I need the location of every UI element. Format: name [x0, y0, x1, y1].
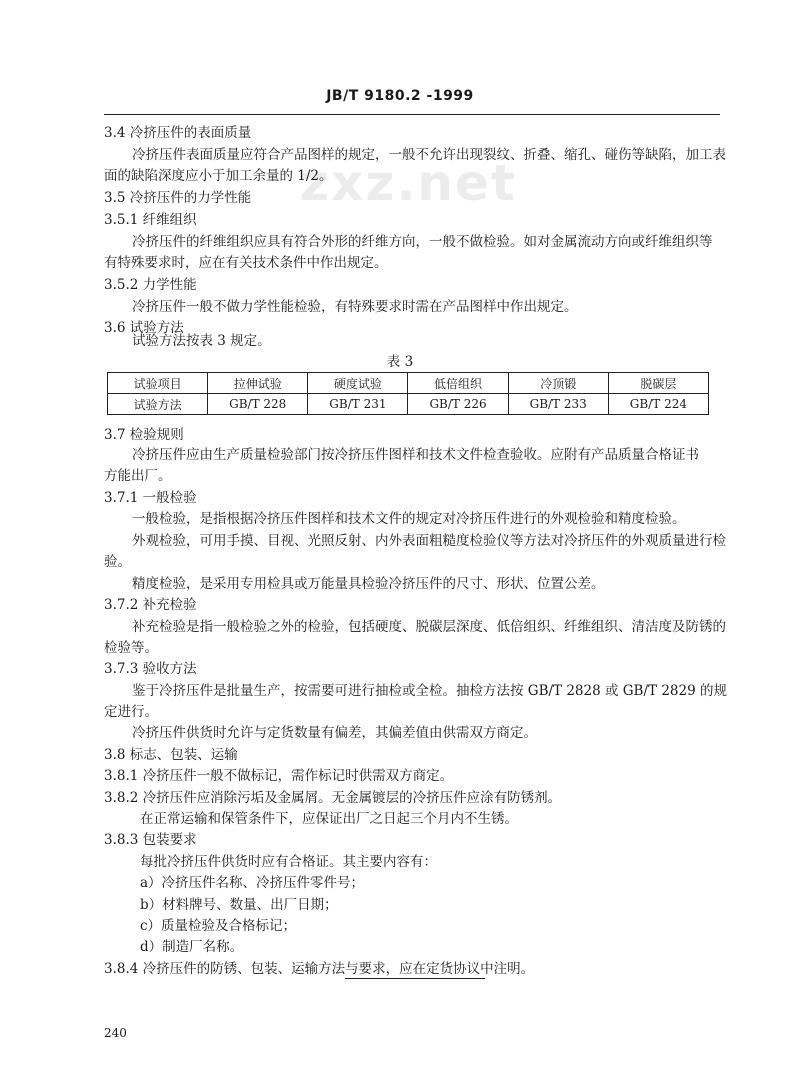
section-3-5-1-paragraph-line-2: 有特殊要求时，应在有关技术条件中作出规定。	[104, 255, 388, 271]
section-3-8-3-item-c: c）质量检验及合格标记；	[140, 918, 297, 934]
section-3-7-3-paragraph-2: 冷挤压件供货时允许与定货数量有偏差，其偏差值由供需双方商定。	[132, 725, 537, 741]
section-3-7-1-paragraph-2-line-1: 外观检验，可用手摸、目视、光照反射、内外表面粗糙度检验仪等方法对冷挤压件的外观质量进行检	[132, 533, 726, 549]
section-3-4-title: 3.4 冷挤压件的表面质量	[104, 125, 252, 141]
section-3-7-title: 3.7 检验规则	[104, 427, 184, 443]
section-3-7-3-paragraph-1-line-2: 定进行。	[104, 704, 158, 720]
page-number: 240	[104, 1026, 127, 1040]
section-3-7-3-paragraph-1-line-1: 鉴于冷挤压件是批量生产，按需要可进行抽检或全检。抽检方法按 GB/T 2828 或 GB/T 2829 的规	[132, 683, 727, 699]
table-row-header: 试验方法	[108, 394, 208, 415]
table-cell-method: GB/T 228	[208, 394, 308, 415]
section-3-6-paragraph: 试验方法按表 3 规定。	[132, 333, 271, 349]
table-cell-method: GB/T 226	[408, 394, 508, 415]
section-3-7-1-paragraph-2-line-2: 验。	[104, 554, 131, 570]
table-row-items	[108, 373, 709, 394]
section-3-8-3-title: 3.8.3 包装要求	[104, 832, 197, 848]
section-3-5-1-title: 3.5.1 纤维组织	[104, 212, 197, 228]
table-cell-method: GB/T 233	[508, 394, 608, 415]
table-cell-item: 冷顶锻	[508, 373, 608, 394]
end-rule	[345, 978, 485, 979]
section-3-7-3-title: 3.7.3 验收方法	[104, 661, 197, 677]
section-3-8-2-paragraph-2: 在正常运输和保管条件下，应保证出厂之日起三个月内不生锈。	[140, 811, 518, 827]
table-3-caption: 表 3	[386, 354, 414, 370]
section-3-7-1-paragraph-3: 精度检验，是采用专用检具或万能量具检验冷挤压件的尺寸、形状、位置公差。	[132, 576, 605, 592]
section-3-7-paragraph-line-2: 方能出厂。	[104, 468, 172, 484]
section-3-6-title: 3.6 试验方法	[104, 320, 184, 336]
section-3-7-1-paragraph-1: 一般检验，是指根据冷挤压件图样和技术文件的规定对冷挤压件进行的外观检验和精度检验。	[132, 511, 686, 527]
watermark: zxz.net	[300, 154, 517, 212]
section-3-8-title: 3.8 标志、包装、运输	[104, 747, 238, 763]
section-3-8-4: 3.8.4 冷挤压件的防锈、包装、运输方法与要求，应在定货协议中注明。	[104, 961, 535, 977]
section-3-4-paragraph-line-2: 面的缺陷深度应小于加工余量的 1/2。	[104, 168, 333, 184]
section-3-5-1-paragraph-line-1: 冷挤压件的纤维组织应具有符合外形的纤维方向，一般不做检验。如对金属流动方向或纤维组织等	[132, 234, 713, 250]
header-rule	[104, 114, 720, 115]
standard-code-header: JB/T 9180.2 -1999	[326, 88, 474, 104]
section-3-8-2: 3.8.2 冷挤压件应消除污垢及金属屑。无金属镀层的冷挤压件应涂有防锈剂。	[104, 790, 562, 806]
table-cell-method: GB/T 224	[608, 394, 708, 415]
table-cell-item: 低倍组织	[408, 373, 508, 394]
section-3-8-3-item-b: b）材料牌号、数量、出厂日期；	[140, 897, 338, 913]
section-3-8-3-paragraph: 每批冷挤压件供货时应有合格证。其主要内容有：	[140, 854, 437, 870]
table-row-methods	[108, 394, 709, 415]
section-3-5-2-paragraph: 冷挤压件一般不做力学性能检验，有特殊要求时需在产品图样中作出规定。	[132, 299, 578, 315]
table-cell-method: GB/T 231	[308, 394, 408, 415]
section-3-7-1-title: 3.7.1 一般检验	[104, 490, 197, 506]
section-3-7-2-paragraph-line-2: 检验等。	[104, 640, 158, 656]
section-3-5-2-title: 3.5.2 力学性能	[104, 277, 197, 293]
section-3-5-title: 3.5 冷挤压件的力学性能	[104, 190, 252, 206]
section-3-8-1: 3.8.1 冷挤压件一般不做标记，需作标记时供需双方商定。	[104, 768, 454, 784]
table-cell-item: 拉伸试验	[208, 373, 308, 394]
table-cell-item: 硬度试验	[308, 373, 408, 394]
table-cell-item: 脱碳层	[608, 373, 708, 394]
section-3-4-paragraph-line-1: 冷挤压件表面质量应符合产品图样的规定，一般不允许出现裂纹、折叠、缩孔、碰伤等缺陷，加工表	[132, 147, 726, 163]
table-row-header: 试验项目	[108, 373, 208, 394]
table-3	[107, 372, 709, 415]
section-3-7-paragraph-line-1: 冷挤压件应由生产质量检验部门按冷挤压件图样和技术文件检查验收。应附有产品质量合格证书	[132, 447, 699, 463]
section-3-8-3-item-d: d）制造厂名称。	[140, 939, 244, 955]
section-3-7-2-title: 3.7.2 补充检验	[104, 597, 197, 613]
section-3-7-2-paragraph-line-1: 补充检验是指一般检验之外的检验，包括硬度、脱碳层深度、低倍组织、纤维组织、清洁度及防锈的	[132, 619, 726, 635]
section-3-8-3-item-a: a）冷挤压件名称、冷挤压件零件号；	[140, 875, 365, 891]
